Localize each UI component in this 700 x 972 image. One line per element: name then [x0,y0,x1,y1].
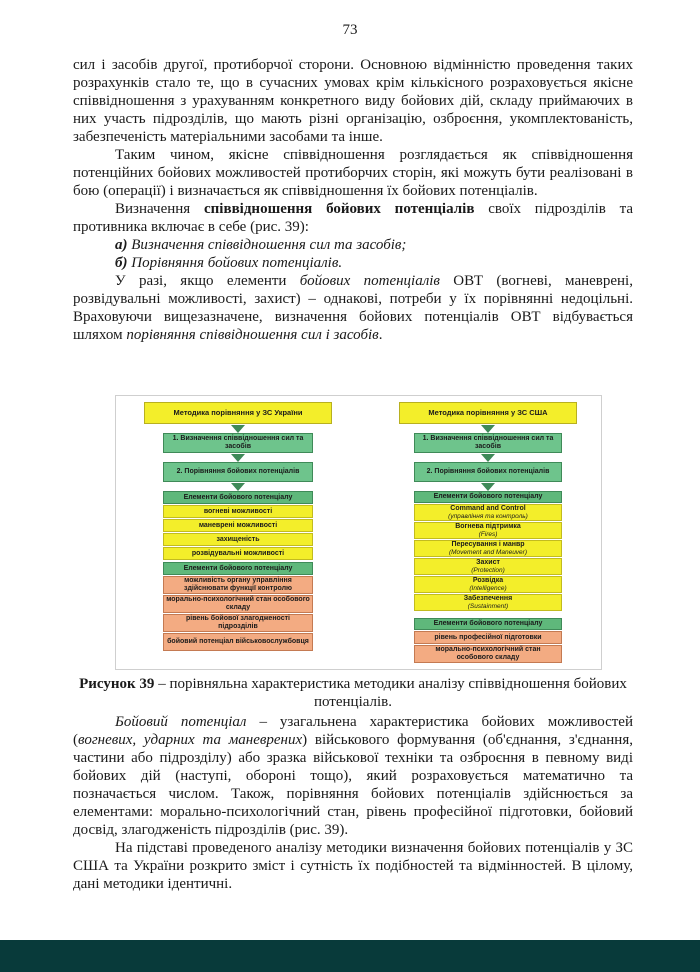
ukraine-element: захищеність [163,533,313,546]
list-item-b [73,254,633,272]
paragraph-4 [73,272,633,344]
arrow-down-icon [481,425,495,433]
ukraine-element2: рівень бойової злагодженості підрозділів [163,614,313,632]
ukraine-element: маневрені можливості [163,519,313,532]
paragraph-6: На підставі проведеного аналізу методики визначення бойових потенціалів у ЗС США та України розкрито зміст і сутність їх подібностей та відмінностей. В цілому, дані методики ідентичні. [73,840,633,892]
ukraine-step-2: 2. Порівняння бойових потенціалів [163,462,313,482]
body-text-bottom [73,713,633,893]
usa-elements2-title: Елементи бойового потенціалу [414,618,562,630]
usa-element-main: Захист [476,558,500,566]
p5-a: – узагальнена характеристика бойових можливостей ( [73,714,633,748]
usa-element-sub: (Protection) [471,566,505,574]
arrow-down-icon [231,483,245,491]
ukraine-elements-title: Елементи бойового потенціалу [163,491,313,504]
paragraph-1: сил і засобів другої, протиборчої сторони. Основною відмінністю проведення таких розрахунків стало те, що в сучасних умовах крім кількісного розраховується якісне співвідношення з урахуванням конкретного виду бойових дій, складу приймаючих в них участь підрозділів, що мають різні організацію, озброєння, укомплектованість, забезпеченість матеріальними засобами та інше. [73,57,633,145]
usa-element-main: Command and Control [450,504,526,512]
p4-mid: ОВТ (вогневі, маневрені, розвідувальні можливості, захист) – однакові, потреби у їх порівнянні недоцільні. Враховуючи вищезазначене, визначення бойових потенціалів ОВТ відбувається шляхом [73,273,633,343]
usa-element [414,576,562,593]
ukraine-step-1: 1. Визначення співвідношення сил та засобів [163,433,313,453]
figure-caption [73,675,633,711]
figure-39 [115,395,602,670]
footer-bar [0,940,700,972]
usa-element-sub: (Sustainment) [467,602,509,610]
ukraine-elements2-title: Елементи бойового потенціалу [163,562,313,575]
usa-element2: морально-психологічний стан особового складу [414,645,562,663]
list-item-a-letter: а) [115,237,128,253]
p5-italic2: вогневих, ударних та маневрених [78,732,303,748]
ukraine-element2: морально-психологічний стан особового складу [163,595,313,613]
usa-element [414,594,562,611]
usa-step-2: 2. Порівняння бойових потенціалів [414,462,562,482]
ukraine-element2: можливість органу управління здійснювати функції контролю [163,576,313,594]
usa-element-main: Забезпечення [463,594,513,602]
usa-element-main: Пересування і манвр [451,540,525,548]
usa-element [414,540,562,557]
paragraph-3 [73,200,633,236]
usa-element-main: Розвідка [472,576,504,584]
ukraine-element: вогневі можливості [163,505,313,518]
usa-element [414,522,562,539]
p4-end: . [378,327,383,343]
list-item-b-letter: б) [115,255,128,271]
p4-pre: У разі, якщо елементи [115,273,300,289]
usa-method-header: Методика порівняння у ЗС США [399,402,577,424]
usa-element [414,504,562,521]
arrow-down-icon [231,454,245,462]
list-item-a [73,236,633,254]
arrow-down-icon [231,425,245,433]
usa-element-sub: (Intelligence) [469,584,507,592]
body-text-top [73,56,633,344]
ukraine-element: розвідувальні можливості [163,547,313,560]
caption-text: – порівняльна характеристика методики аналізу співвідношення бойових потенціалів. [154,676,627,710]
usa-element-sub: (Fires) [478,530,498,538]
p3-bold-term: співвідношення бойових потенціалів [204,201,475,217]
usa-step-1: 1. Визначення співвідношення сил та засобів [414,433,562,453]
usa-element2: рівень професійної підготовки [414,631,562,644]
p4-italic2: порівняння співвідношення сил і засобів [126,327,379,343]
usa-element [414,558,562,575]
page-number: 73 [342,22,358,38]
usa-elements-title: Елементи бойового потенціалу [414,491,562,503]
paragraph-5 [73,713,633,839]
list-item-a-text: Визначення співвідношення сил та засобів; [127,237,407,253]
ukraine-method-header: Методика порівняння у ЗС України [144,402,332,424]
usa-element-main: Вогнева підтримка [455,522,521,530]
p5-italic: Бойовий потенціал [115,714,247,730]
caption-label: Рисунок 39 [79,676,155,692]
p4-italic: бойових потенціалів [299,273,440,289]
arrow-down-icon [481,454,495,462]
paragraph-2: Таким чином, якісне співвідношення розглядається як співвідношення потенційних бойових можливостей протиборчих сторін, які можуть бути реалізовані в бою (операції) і визначається як співвідношення їх бойових потенціалів. [73,147,633,199]
usa-element-sub: (управління та контроль) [448,512,528,520]
p3-pre: Визначення [115,201,204,217]
ukraine-element2: бойовий потенціал військовослужбовця [163,633,313,651]
list-item-b-text: Порівняння бойових потенціалів. [127,255,343,271]
p5-b: ) військового формування (об'єднання, з'єднання, частини або підрозділу) або зразка військової техніки та озброєння в певному виді бойових дій (наступі, обороні тощо), який розраховується математично та позначається числом. Також, порівняння бойових потенціалів здійснюється за елементами: морально-психологічний стан, рівень професійної підготовки, бойовий досвід, злагодженість підрозділів (рис. 39). [73,732,633,838]
usa-element-sub: (Movement and Maneuver) [448,548,528,556]
p3-post: своїх підрозділів та противника включає в себе (рис. 39): [73,201,634,235]
arrow-down-icon [481,483,495,491]
